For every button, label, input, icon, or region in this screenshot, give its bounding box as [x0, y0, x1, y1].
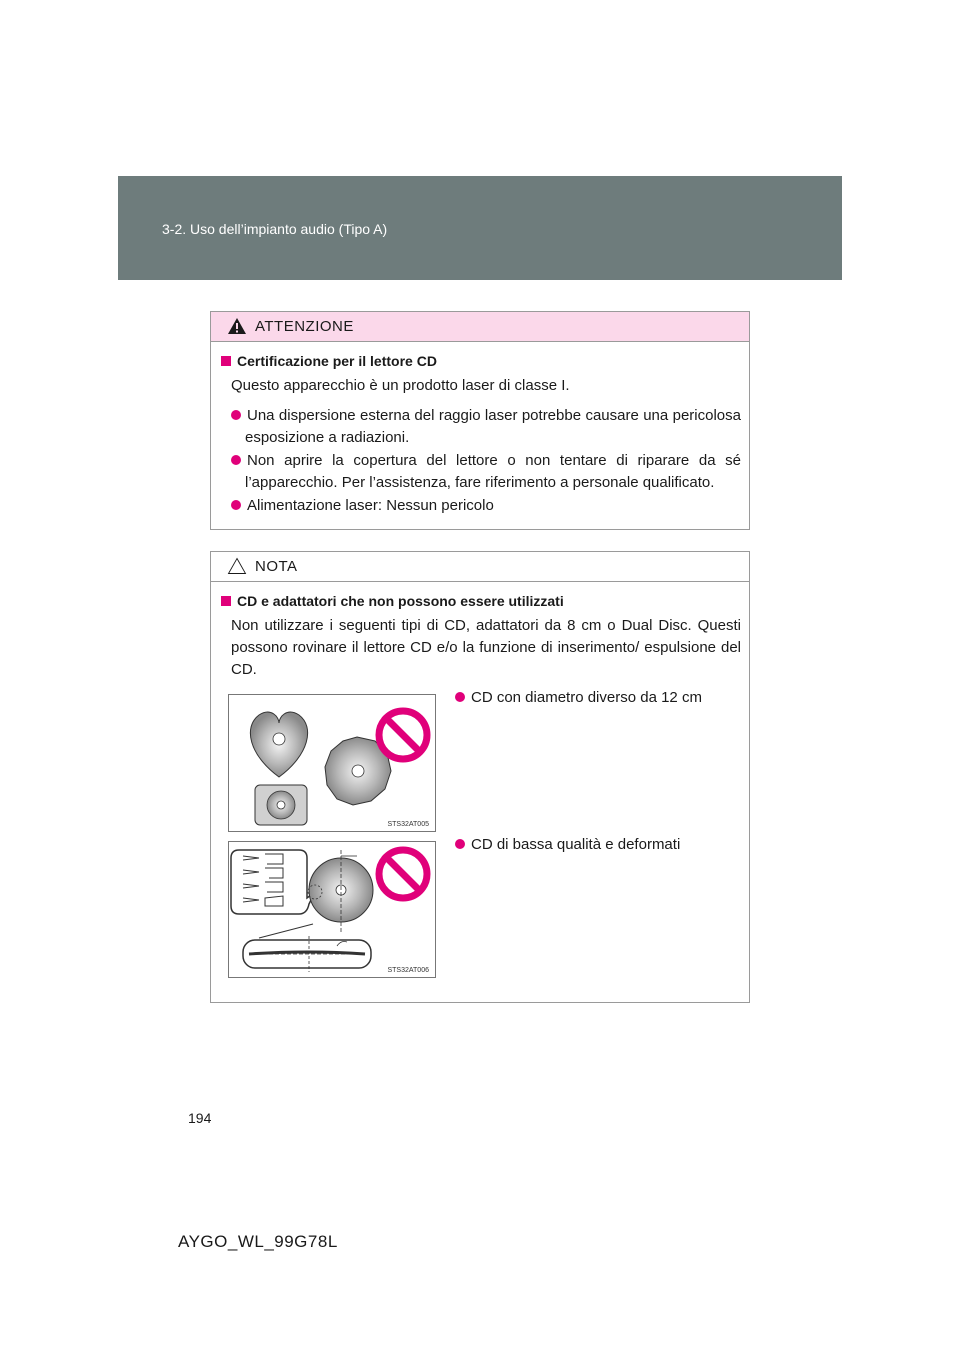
warning-box	[210, 311, 750, 530]
figure-code-label: STS32AT005	[387, 821, 429, 828]
document-code: AYGO_WL_99G78L	[178, 1232, 338, 1251]
section-marker-icon	[221, 596, 231, 606]
note-section-heading	[221, 590, 741, 613]
bullet-icon	[231, 500, 241, 510]
figure-warped-cds	[228, 841, 436, 978]
note-header	[211, 552, 749, 582]
warning-triangle-icon	[227, 317, 247, 335]
note-section-title: CD e adattatori che non possono essere utilizzati	[237, 593, 564, 609]
odd-shaped-cd-illustration	[229, 695, 435, 831]
warning-section-title: Certificazione per il lettore CD	[237, 353, 437, 369]
figure-code-label: STS32AT006	[387, 967, 429, 974]
bullet-icon	[455, 839, 465, 849]
section-header-band	[118, 176, 842, 280]
bullet-icon	[231, 455, 241, 465]
warped-cd-illustration	[229, 842, 435, 977]
page-number: 194	[188, 1110, 212, 1126]
warning-section-heading	[221, 350, 741, 373]
warning-intro: Questo apparecchio è un prodotto laser di classe I.	[231, 377, 570, 394]
bullet-icon	[455, 692, 465, 702]
warning-title: ATTENZIONE	[255, 318, 354, 335]
note-item: CD di bassa qualità e deformati	[455, 834, 741, 856]
note-intro: Non utilizzare i seguenti tipi di CD, adattatori da 8 cm o Dual Disc. Questi possono rovinare il lettore CD e/o la funzione di inserimento/ espulsione del CD.	[231, 617, 741, 678]
note-title: NOTA	[255, 558, 298, 575]
figure-odd-shaped-cds	[228, 694, 436, 832]
warning-header	[211, 312, 749, 342]
section-marker-icon	[221, 356, 231, 366]
section-title: 3-2. Uso dell’impianto audio (Tipo A)	[162, 221, 388, 237]
warning-bullet: Non aprire la copertura del lettore o non tentare di riparare da sé l’apparecchio. Per l’assistenza, fare riferimento a personale qualificato.	[231, 450, 741, 494]
bullet-icon	[231, 410, 241, 420]
note-item: CD con diametro diverso da 12 cm	[455, 687, 741, 709]
warning-bullet: Alimentazione laser: Nessun pericolo	[231, 495, 741, 517]
warning-bullet: Una dispersione esterna del raggio laser potrebbe causare una pericolosa esposizione a radiazioni.	[231, 405, 741, 449]
caution-triangle-icon	[227, 557, 247, 575]
